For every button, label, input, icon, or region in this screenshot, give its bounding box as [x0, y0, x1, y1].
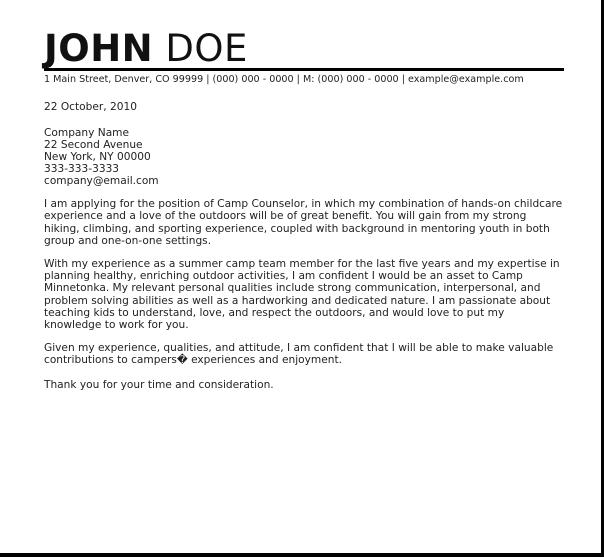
sender-name [44, 27, 564, 70]
last-name: DOE [165, 27, 248, 70]
letter-content [44, 27, 564, 391]
body-paragraph-3: Given my experience, qualities, and attitude, I am confident that I will be able to make valuable contributions to campers� experiences and enjoyment. [44, 342, 554, 367]
recipient-street: 22 Second Avenue [44, 139, 143, 152]
body-paragraph-2: With my experience as a summer camp team member for the last five years and my expertise in planning healthy, enriching outdoor activities, I am confident I would be an asset to Camp Minnetonka. My relevant personal qualities include strong communication, interpersonal, and problem solving abilities as well as a hardworking and dedicated nature. I am passionate about teaching kids to understand, love, and respect the outdoors, and would love to put my knowledge to work for you. [44, 258, 560, 332]
closing-line: Thank you for your time and consideration. [44, 378, 274, 391]
first-name: JOHN [44, 27, 154, 70]
contact-line: 1 Main Street, Denver, CO 99999 | (000) 000 - 0000 | M: (000) 000 - 0000 | example@example.com [44, 74, 524, 85]
recipient-company: Company Name [44, 127, 130, 140]
body-paragraph-1: I am applying for the position of Camp Counselor, in which my combination of hands-on childcare experience and a love of the outdoors will be of great benefit. You will gain from my strong hiking, climbing, and sporting experience, coupled with background in mentoring youth in both group and one-on-one settings. [44, 198, 563, 247]
recipient-city: New York, NY 00000 [44, 151, 151, 164]
recipient-email: company@email.com [44, 175, 159, 188]
recipient-phone: 333-333-3333 [44, 163, 120, 176]
recipient-block [44, 127, 564, 187]
letter-date: 22 October, 2010 [44, 101, 137, 113]
